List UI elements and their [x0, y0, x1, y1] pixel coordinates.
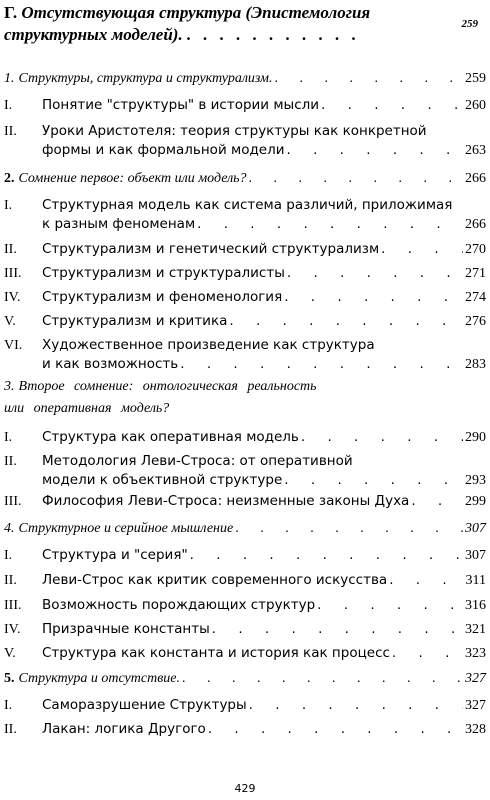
item-number: I.	[4, 430, 13, 445]
leader-dots: . . . . . . . . . . .	[186, 25, 361, 44]
item-page: 266	[465, 217, 486, 232]
item-page: 321	[465, 622, 486, 637]
section-number: 4.	[4, 521, 15, 536]
item-number: III.	[4, 598, 22, 613]
chapter-title-line2: структурных моделей).	[4, 25, 183, 44]
item-number: I.	[4, 98, 13, 113]
toc-item	[4, 720, 486, 739]
item-title-line2: модели к объективной структуре	[42, 472, 283, 488]
item-title: Леви-Строс как критик современного искусства	[42, 572, 388, 588]
chapter-heading	[4, 2, 478, 46]
leader-dots	[284, 471, 463, 489]
item-page: 307	[465, 548, 486, 563]
item-page: 290	[465, 430, 486, 445]
item-number: II.	[4, 242, 17, 257]
section-number: 1.	[4, 71, 15, 86]
item-title: Призрачные константы	[42, 621, 210, 637]
item-title-line2: к разным феноменам	[42, 216, 196, 232]
toc-item	[4, 96, 486, 115]
item-page: 293	[465, 473, 486, 488]
item-title: Возможность порождающих структур	[42, 597, 316, 613]
section-title: Структуры, структура и структурализм.	[18, 71, 273, 86]
item-number: V.	[4, 646, 16, 661]
section-title-line2: или оперативная модель?	[4, 401, 170, 416]
item-title-line1: Структурная модель как система различий, приложимая	[42, 197, 453, 213]
section-5	[4, 670, 486, 688]
item-page: 328	[465, 722, 486, 737]
item-title-line2: формы и как формальной модели	[42, 142, 285, 158]
leader-dots	[287, 264, 463, 282]
toc-item	[4, 546, 486, 565]
item-number: II.	[4, 573, 17, 588]
item-title: Понятие "структуры" в истории мысли	[42, 97, 320, 113]
item-title: Структурализм и структуралисты	[42, 265, 285, 281]
item-number: III.	[4, 266, 22, 281]
item-number: II.	[4, 124, 17, 139]
chapter-title-line1: Отсутствующая структура (Эпистемология	[21, 3, 371, 22]
item-title: Саморазрушение Структуры	[42, 697, 247, 713]
toc-item	[4, 644, 486, 663]
toc-item	[4, 288, 486, 307]
toc-item	[4, 696, 486, 715]
item-page: 274	[465, 290, 486, 305]
section-title-line1: Второе сомнение: онтологическая реальность	[18, 379, 317, 394]
item-page: 323	[465, 646, 486, 661]
leader-dots	[180, 355, 463, 373]
leader-dots	[235, 520, 463, 538]
item-number: V.	[4, 314, 16, 329]
leader-dots	[212, 620, 463, 638]
item-number: I.	[4, 548, 13, 563]
leader-dots	[229, 312, 463, 330]
section-title: Структурное и серийное мышление	[18, 521, 234, 536]
item-title: Философия Леви-Строса: неизменные законы Духа	[42, 493, 410, 509]
item-title: Структурализм и критика	[42, 313, 228, 329]
chapter-page: 259	[461, 18, 478, 30]
item-title-line1: Уроки Аристотеля: теория структуры как конкретной	[42, 123, 427, 139]
leader-dots	[287, 141, 464, 159]
item-title-line2: и как возможность	[42, 356, 179, 372]
toc-item	[4, 620, 486, 639]
leader-dots	[392, 644, 463, 662]
section-1	[4, 70, 486, 88]
toc-item	[4, 264, 486, 283]
leader-dots	[190, 546, 463, 564]
item-title-line1: Методология Леви-Строса: от оперативной	[42, 453, 353, 469]
section-number: 5.	[4, 671, 15, 686]
item-number: II.	[4, 722, 17, 737]
leader-dots	[182, 670, 463, 688]
section-4	[4, 520, 486, 538]
item-title: Структурализм и феноменология	[42, 289, 283, 305]
chapter-letter: Г.	[4, 3, 18, 22]
leader-dots	[381, 240, 463, 258]
item-number: II.	[4, 454, 17, 469]
item-number: I.	[4, 698, 13, 713]
section-2	[4, 170, 486, 188]
section-3	[4, 378, 486, 418]
section-number: 2.	[4, 171, 15, 186]
toc-item	[4, 240, 486, 259]
leader-dots	[274, 70, 463, 88]
item-title: Структурализм и генетический структурализм	[42, 241, 380, 257]
section-page: 307	[465, 521, 486, 536]
item-page: 263	[465, 143, 486, 158]
item-page: 299	[465, 494, 486, 509]
toc-item	[4, 122, 486, 160]
toc-item	[4, 312, 486, 331]
item-page: 311	[465, 573, 486, 588]
leader-dots	[249, 696, 463, 714]
item-number: IV.	[4, 622, 21, 637]
item-number: III.	[4, 494, 22, 509]
toc-item	[4, 596, 486, 615]
toc-item	[4, 428, 486, 447]
leader-dots	[411, 492, 463, 510]
page-number: 429	[234, 782, 256, 795]
item-title-line1: Художественное произведение как структура	[42, 337, 375, 353]
toc-item	[4, 571, 486, 590]
item-number: IV.	[4, 290, 21, 305]
item-page: 327	[465, 698, 486, 713]
item-title: Структура как оперативная модель	[42, 429, 299, 445]
item-title: Лакан: логика Другого	[42, 721, 206, 737]
item-page: 316	[465, 598, 486, 613]
item-number: VI.	[4, 338, 23, 353]
item-page: 260	[465, 98, 486, 113]
item-page: 276	[465, 314, 486, 329]
leader-dots	[249, 170, 463, 188]
item-page: 283	[465, 357, 486, 372]
leader-dots	[317, 596, 463, 614]
section-page: 259	[465, 71, 486, 86]
leader-dots	[321, 96, 463, 114]
toc-item	[4, 492, 486, 511]
section-page: 266	[465, 171, 486, 186]
section-title: Сомнение первое: объект или модель?	[18, 171, 247, 186]
item-title: Структура как константа и история как процесс	[42, 645, 390, 661]
section-number: 3.	[4, 379, 15, 394]
leader-dots	[284, 288, 463, 306]
leader-dots	[208, 720, 463, 738]
item-number: I.	[4, 198, 13, 213]
section-page: 327	[465, 671, 486, 686]
item-title: Структура и "серия"	[42, 547, 188, 563]
item-page: 271	[465, 266, 486, 281]
leader-dots	[389, 571, 463, 589]
toc-item	[4, 452, 486, 490]
section-title: Структура и отсутствие.	[18, 671, 180, 686]
item-page: 270	[465, 242, 486, 257]
leader-dots	[197, 215, 463, 233]
toc-item	[4, 336, 486, 374]
toc-item	[4, 196, 486, 234]
leader-dots	[301, 428, 463, 446]
